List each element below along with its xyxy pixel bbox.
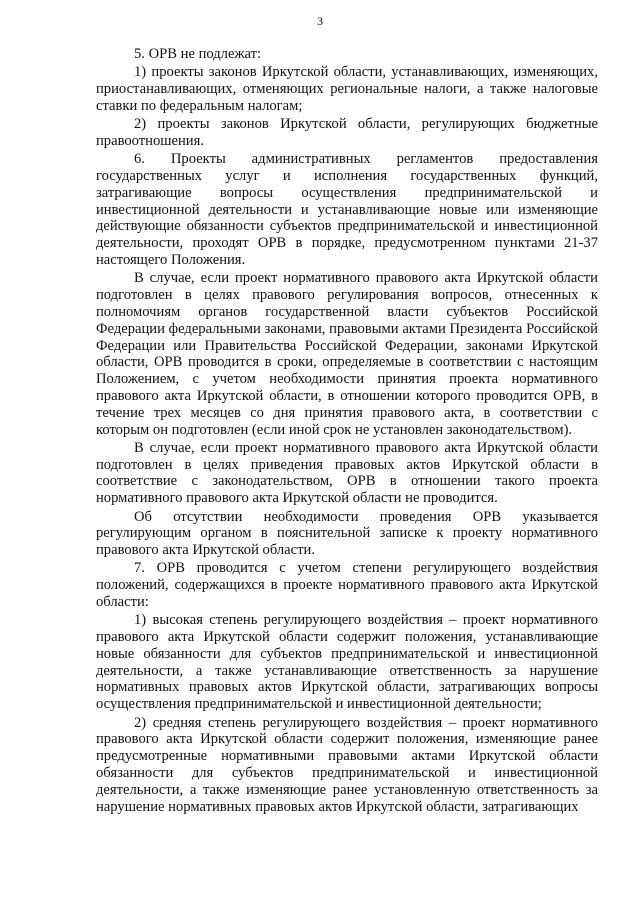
paragraph: Об отсутствии необходимости проведения ОРВ указывается регулирующим органом в пояснительной записке к проекту нормативного правового акта Иркутской области. (96, 508, 598, 559)
paragraph: В случае, если проект нормативного правового акта Иркутской области подготовлен в целях приведения правовых актов Иркутской области в соответствие с законодательством, ОРВ в отношении такого проекта нормативного правового акта Иркутской области не проводится. (96, 439, 598, 507)
paragraph: 5. ОРВ не подлежат: (134, 46, 262, 62)
paragraph: 1) проекты законов Иркутской области, устанавливающих, изменяющих, приостанавливающих, отменяющих региональные налоги, а также налоговые ставки по федеральным налогам; (96, 64, 598, 114)
paragraph: 1) высокая степень регулирующего воздействия – проект нормативного правового акта Иркутской области содержит положения, устанавливающие новые обязанности для субъектов предпринимательской и инвестиционной деятельности, а также устанавливающие ответственность за нарушение нормативных правовых актов Иркутской области, затрагивающих вопросы осуществления предпринимательской и инвестиционной деятельности; (96, 612, 598, 713)
paragraph: 7. ОРВ проводится с учетом степени регулирующего воздействия положений, содержащихся в проекте нормативного правового акта Иркутской области: (96, 560, 598, 610)
paragraph: 2) средняя степень регулирующего воздействия – проект нормативного правового акта Иркутской области содержит положения, изменяющие ранее предусмотренные нормативными правовыми актами Иркутской области обязанности для субъектов предпринимательской и инвестиционной деятельности, а также изменяющие ранее установленную ответственность за нарушение нормативных правовых актов Иркутской области, затрагивающих (96, 714, 598, 815)
paragraph: 2) проекты законов Иркутской области, регулирующих бюджетные правоотношения. (96, 116, 598, 149)
paragraph: В случае, если проект нормативного правового акта Иркутской области подготовлен в целях правового регулирования вопросов, отнесенных к полномочиям органов государственной власти субъектов Российской Федерации федеральными законами, правовыми актами Президента Российской Федерации или Правительства Российской Федерации, законами Иркутской области, ОРВ проводится в сроки, определяемые в соответствии с настоящим Положением, с учетом необходимости принятия проекта нормативного правового акта Иркутской области, в отношении которого проводится ОРВ, в течение трех месяцев со дня принятия правового акта, в соответствии с которым он подготовлен (если иной срок не установлен законодательством). (96, 270, 598, 438)
paragraph: 6. Проекты административных регламентов предоставления государственных услуг и исполнения государственных функций, затрагивающие вопросы осуществления предпринимательской и инвестиционной деятельности и устанавливающие новые или изменяющие действующие обязанности субъектов предпринимательской и инвестиционной деятельности, проходят ОРВ в порядке, предусмотренном пунктами 21-37 настоящего Положения. (96, 151, 598, 269)
page-number: 3 (317, 14, 323, 28)
document-body (96, 46, 598, 817)
